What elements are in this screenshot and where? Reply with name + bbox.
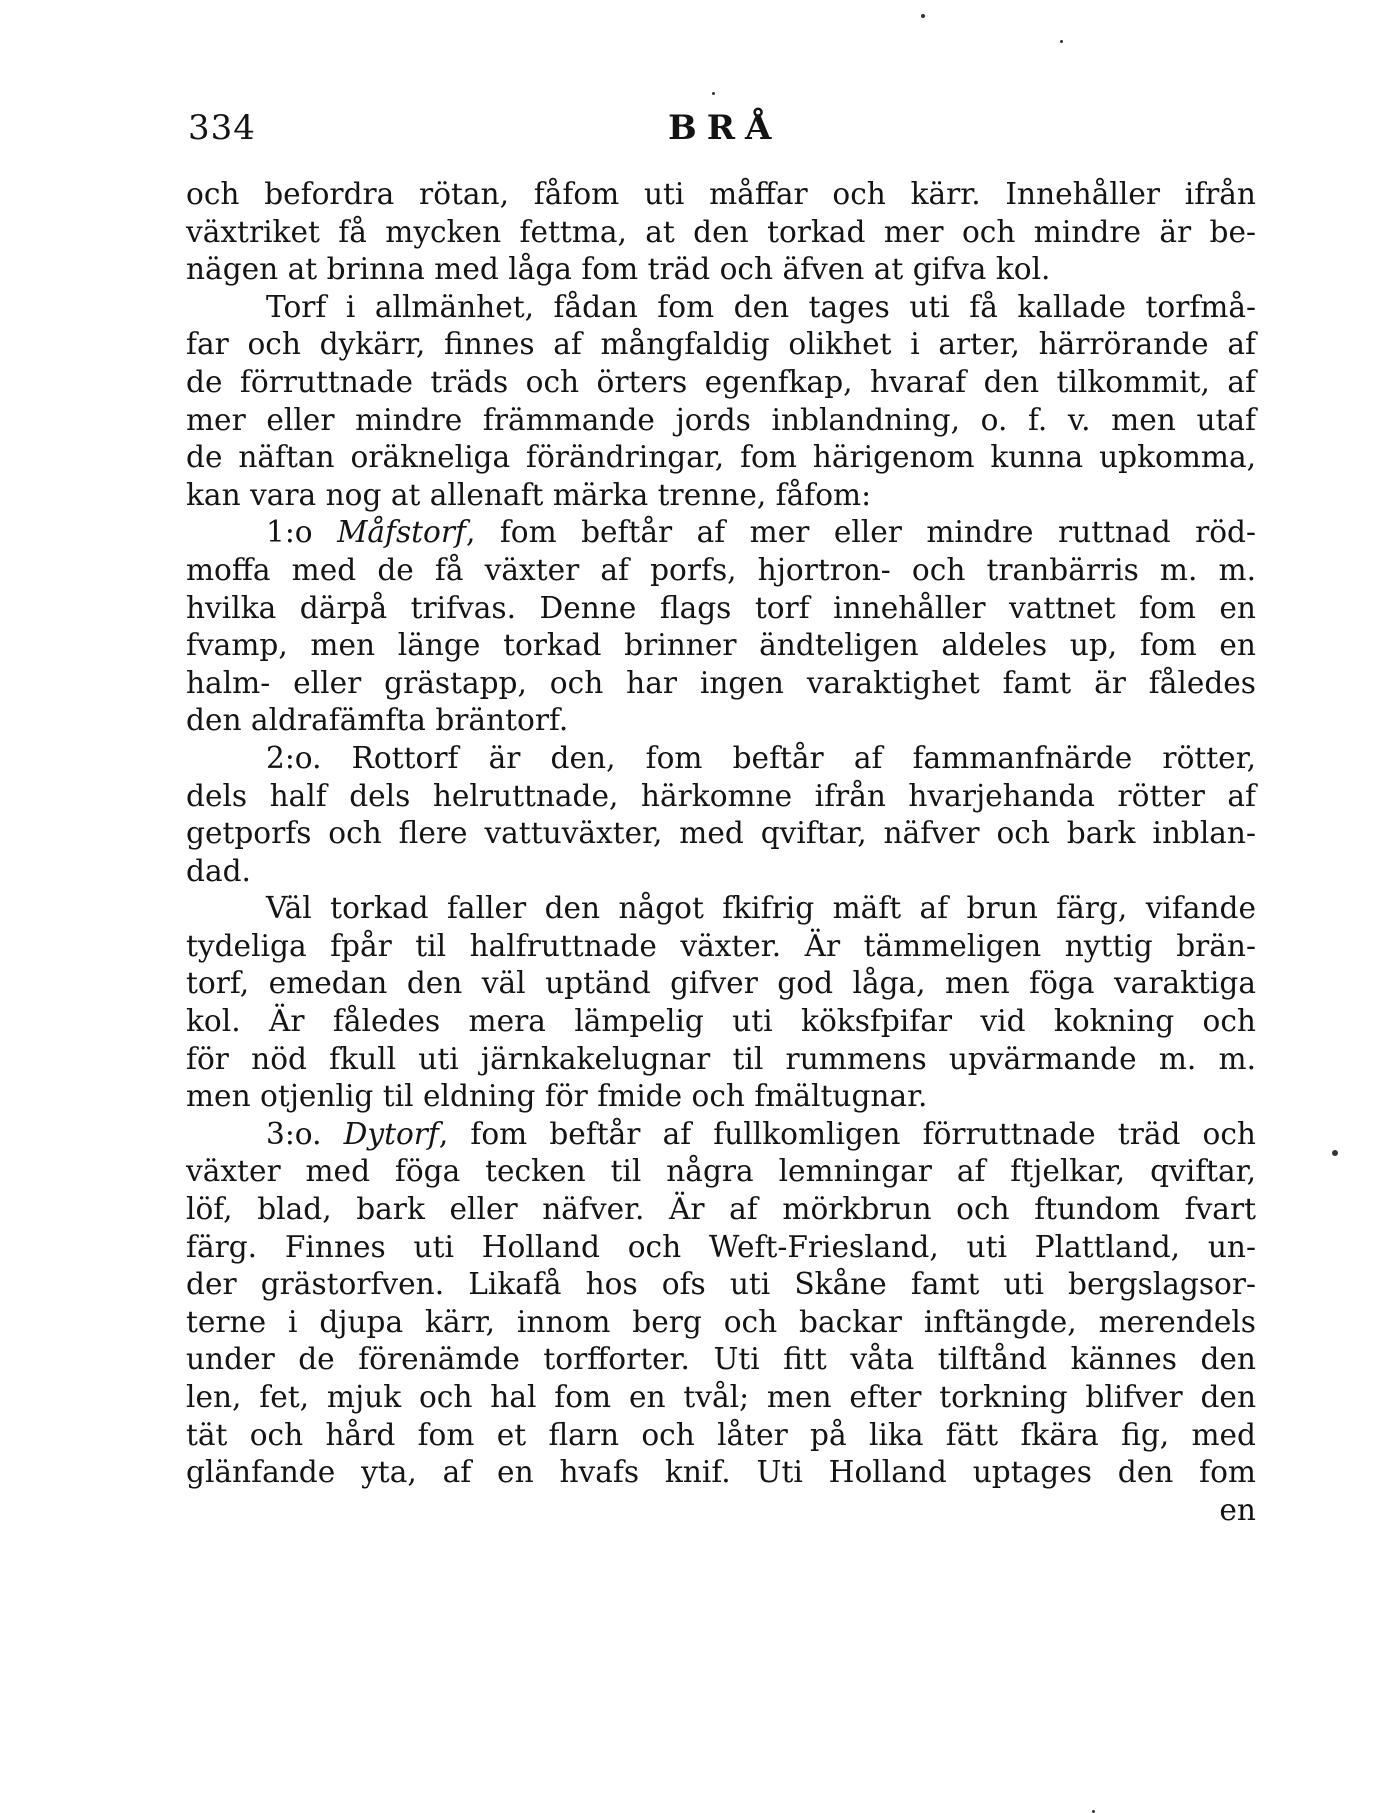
text-line: löf, blad, bark eller näfver. Är af mörkbrun och ftundom fvart [186, 1192, 1256, 1227]
term-dytorf: Dytorf [343, 1116, 439, 1151]
text-line: och befordra rötan, fåfom uti måffar och kärr. Innehåller ifrån [186, 177, 1256, 211]
text-line: nägen at brinna med låga fom träd och äfven at gifva kol. [186, 252, 1051, 287]
text-line: far och dykärr, finnes af mångfaldig olikhet i arter, härrörande af [186, 327, 1256, 362]
text-line: moffa med de få växter af porfs, hjortron- och tranbärris m. m. [186, 552, 1256, 587]
page-number: 334 [188, 108, 256, 148]
text-line: tydeliga fpår til halfruttnade växter. Är tämmeligen nyttig brän- [186, 928, 1256, 963]
text-line: mer eller mindre främmande jords inblandning, o. f. v. men utaf [186, 402, 1256, 437]
text-line: len, fet, mjuk och hal fom en tvål; men efter torkning blifver den [186, 1380, 1256, 1414]
text-line: den aldrafämfta bräntorf. [186, 703, 569, 738]
text-line: 2:o. Rottorf är den, fom beftår af fammanfnärde rötter, [266, 740, 1256, 775]
catchword: en [1219, 1492, 1256, 1527]
running-head: BRÅ [668, 108, 782, 148]
print-speck [1332, 1150, 1338, 1156]
text-line: getporfs och flere vattuväxter, med qviftar, näfver och bark inblan- [186, 816, 1256, 851]
text-line: Torf i allmänhet, fådan fom den tages uti få kallade torfmå- [266, 289, 1256, 324]
text-line: växter med föga tecken til några lemningar af ftjelkar, qviftar, [186, 1154, 1256, 1189]
text-line: färg. Finnes uti Holland och Weft-Friesland, uti Plattland, un- [186, 1229, 1256, 1264]
text-line: dels half dels helruttnade, härkomne ifrån hvarjehanda rötter af [186, 778, 1256, 813]
text-line: 3:o. Dytorf, fom beftår af fullkomligen förruttnade träd och [266, 1116, 1256, 1151]
text-line: fvamp, men länge torkad brinner ändteligen aldeles up, fom en [186, 628, 1256, 663]
text-line: de näftan oräkneliga förändringar, fom härigenom kunna upkomma, [186, 440, 1256, 475]
text-line: under de förenämde torfforter. Uti fitt våta tilftånd kännes den [186, 1342, 1256, 1377]
text-line: 1:o Måfstorf, fom beftår af mer eller mindre ruttnad röd- [266, 515, 1256, 550]
text-line: terne i djupa kärr, innom berg och backar inftängde, merendels [186, 1304, 1256, 1339]
page-header [188, 108, 1248, 154]
text-line: för nöd fkull uti järnkakelugnar til rummens upvärmande m. m. [186, 1041, 1256, 1076]
print-speck [921, 14, 925, 18]
text-line: men otjenlig til eldning för fmide och fmältugnar. [186, 1079, 928, 1114]
text-line: glänfande yta, af en hvafs knif. Uti Holland uptages den fom [186, 1455, 1256, 1490]
print-speck [712, 92, 715, 95]
text-line: dad. [186, 853, 251, 888]
print-speck [1060, 40, 1063, 43]
text-line: der grästorfven. Likafå hos ofs uti Skåne famt uti bergslagsor- [186, 1267, 1256, 1302]
body-text [186, 176, 1256, 1529]
text-line: de förruttnade träds och örters egenfkap, hvaraf den tilkommit, af [186, 364, 1256, 399]
text-line: Väl torkad faller den något fkifrig mäft af brun färg, vifande [266, 891, 1256, 926]
term-masstorf: Måfstorf [337, 515, 466, 550]
text-line: halm- eller grästapp, och har ingen varaktighet famt är fåledes [186, 665, 1256, 700]
text-line: torf, emedan den väl uptänd gifver god låga, men föga varaktiga [186, 966, 1256, 1001]
text-line: växtriket få mycken fettma, at den torkad mer och mindre är be- [186, 214, 1256, 249]
text-line: hvilka därpå trifvas. Denne flags torf innehåller vattnet fom en [186, 590, 1256, 625]
text-line: tät och hård fom et flarn och låter på lika fätt fkära fig, med [186, 1417, 1256, 1452]
text-line: kan vara nog at allenaft märka trenne, fåfom: [186, 477, 872, 512]
text-line: kol. Är fåledes mera lämpelig uti köksfpifar vid kokning och [186, 1004, 1256, 1039]
